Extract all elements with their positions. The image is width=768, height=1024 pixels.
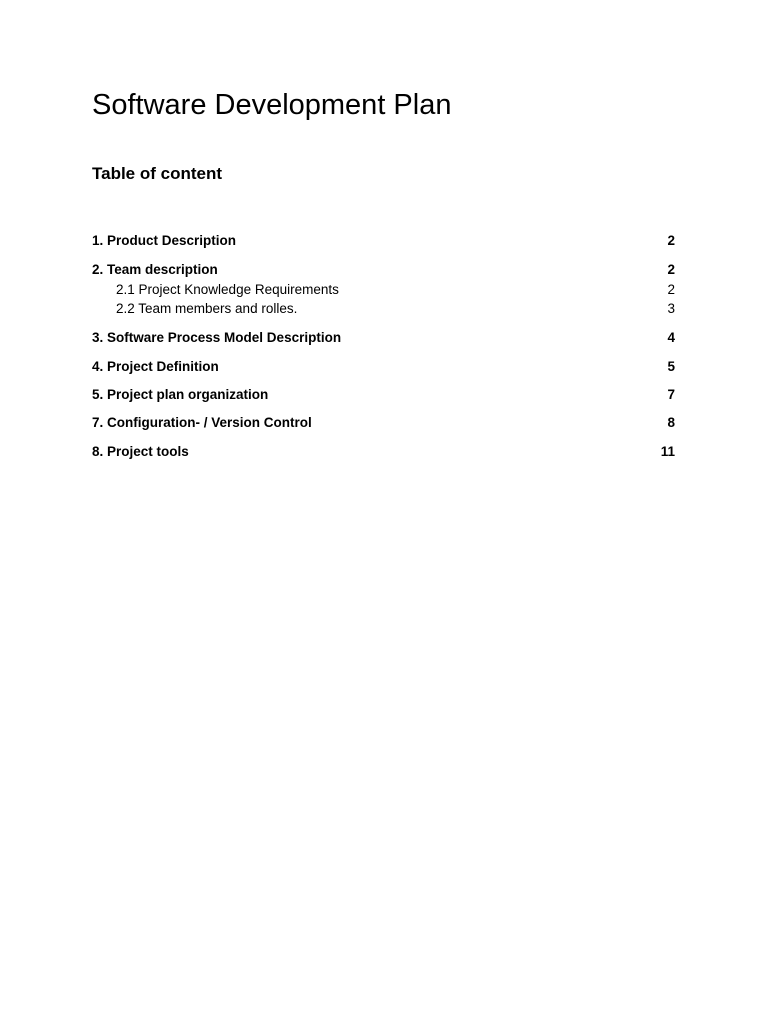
toc-entry-label: 8. Project tools (92, 444, 189, 459)
toc-entry-software-process-model-description (92, 328, 675, 348)
toc-entry-label: 2.1 Project Knowledge Requirements (116, 282, 339, 297)
toc-entry-label: 2.2 Team members and rolles. (116, 301, 298, 316)
toc-entry-label: 4. Project Definition (92, 359, 219, 374)
toc-entry-team-members-and-rolles (92, 299, 675, 319)
toc-entry-page: 11 (660, 444, 675, 459)
toc-entry-page: 2 (667, 233, 675, 248)
toc-entry-label: 3. Software Process Model Description (92, 330, 342, 345)
toc-heading: Table of content (92, 164, 223, 183)
toc-entry-page: 3 (667, 301, 675, 316)
toc-entry-label: 5. Project plan organization (92, 387, 269, 402)
toc-entry-label: 7. Configuration- / Version Control (92, 415, 312, 430)
toc-entry-project-definition (92, 357, 675, 377)
toc-entry-page: 2 (667, 282, 675, 297)
toc-entry-page: 8 (667, 415, 675, 430)
document-title: Software Development Plan (92, 89, 452, 121)
toc-entry-product-description (92, 231, 675, 251)
toc-entry-page: 2 (667, 262, 675, 277)
toc-entry-project-knowledge-requirements (92, 280, 675, 300)
toc-entry-page: 7 (667, 387, 675, 402)
toc-entry-page: 4 (667, 330, 675, 345)
toc-entry-label: 1. Product Description (92, 233, 237, 248)
toc-entry-configuration-version-control (92, 413, 675, 433)
toc-entry-team-description (92, 260, 675, 280)
toc-entry-label: 2. Team description (92, 262, 218, 277)
toc-entry-project-plan-organization (92, 385, 675, 405)
toc-entry-page: 5 (667, 359, 675, 374)
toc-entry-project-tools (92, 442, 675, 462)
